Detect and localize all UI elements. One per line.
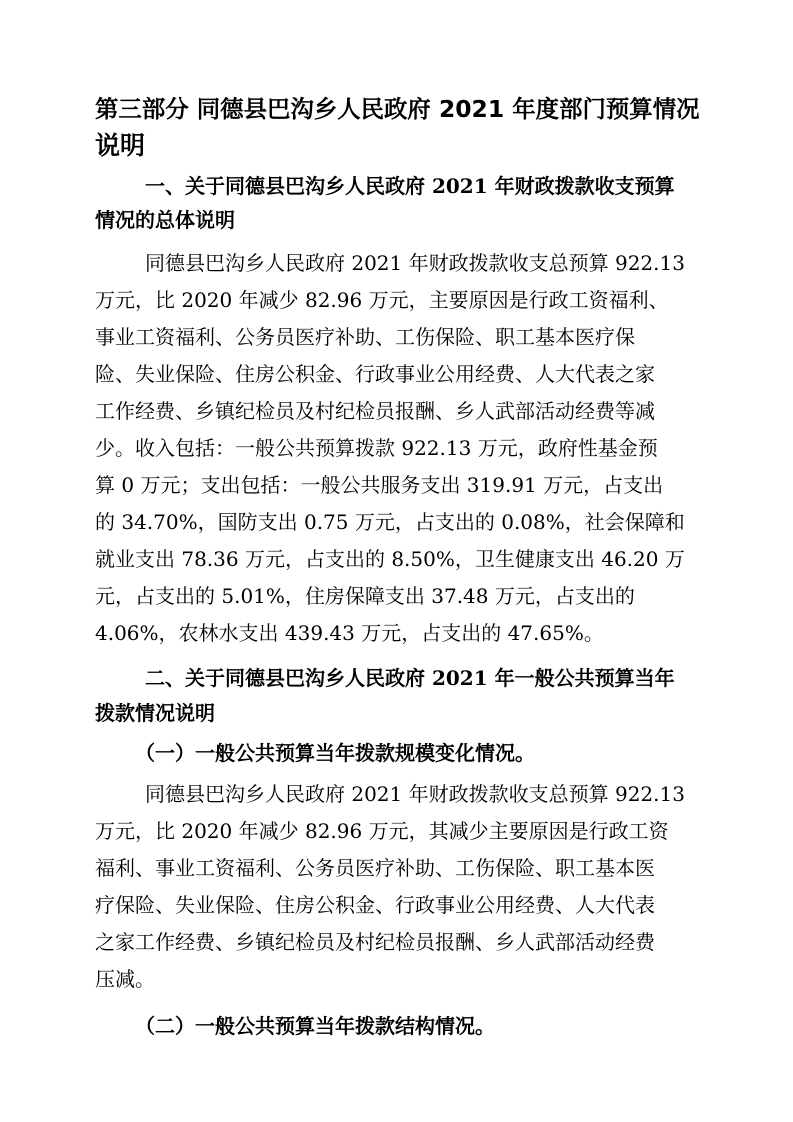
section1-para-line: 的 34.70%，国防支出 0.75 万元，占支出的 0.08%，社会保障和 <box>95 510 685 534</box>
document-title-line-1: 第三部分 同德县巴沟乡人民政府 2021 年度部门预算情况 <box>95 95 700 123</box>
section1-para-line: 事业工资福利、公务员医疗补助、工伤保险、职工基本医疗保 <box>95 325 635 349</box>
section1-para-line: 就业支出 78.36 万元，占支出的 8.50%，卫生健康支出 46.20 万 <box>95 547 685 571</box>
subsection1-para-line: 疗保险、失业保险、住房公积金、行政事业公用经费、人大代表 <box>95 893 655 917</box>
subsection1-para-line: 压减。 <box>95 967 155 991</box>
section1-para-line: 4.06%，农林水支出 439.43 万元，占支出的 47.65%。 <box>95 621 604 645</box>
subsection2-heading: （二）一般公共预算当年拨款结构情况。 <box>135 1014 495 1038</box>
section1-para-line: 算 0 万元；支出包括：一般公共服务支出 319.91 万元，占支出 <box>95 473 664 497</box>
document-title-line-2: 说明 <box>95 131 146 160</box>
subsection1-para-line: 之家工作经费、乡镇纪检员及村纪检员报酬、乡人武部活动经费 <box>95 930 655 954</box>
section2-heading-line-1: 二、关于同德县巴沟乡人民政府 2021 年一般公共预算当年 <box>145 666 675 690</box>
section1-para-line: 元，占支出的 5.01%，住房保障支出 37.48 万元，占支出的 <box>95 584 635 608</box>
section1-para-line: 同德县巴沟乡人民政府 2021 年财政拨款收支总预算 922.13 <box>145 251 685 275</box>
section1-para-line: 万元，比 2020 年减少 82.96 万元，主要原因是行政工资福利、 <box>95 288 669 312</box>
section1-para-line: 险、失业保险、住房公积金、行政事业公用经费、人大代表之家 <box>95 362 655 386</box>
subsection1-para-line: 万元，比 2020 年减少 82.96 万元，其减少主要原因是行政工资 <box>95 819 669 843</box>
section1-heading-line-2: 情况的总体说明 <box>95 208 235 232</box>
subsection1-para-line: 福利、事业工资福利、公务员医疗补助、工伤保险、职工基本医 <box>95 856 655 880</box>
section1-para-line: 少。收入包括：一般公共预算拨款 922.13 万元，政府性基金预 <box>95 436 658 460</box>
subsection1-heading: （一）一般公共预算当年拨款规模变化情况。 <box>135 741 535 765</box>
section2-heading-line-2: 拨款情况说明 <box>95 701 215 725</box>
section1-heading-line-1: 一、关于同德县巴沟乡人民政府 2021 年财政拨款收支预算 <box>145 174 675 198</box>
subsection1-para-line: 同德县巴沟乡人民政府 2021 年财政拨款收支总预算 922.13 <box>145 782 685 806</box>
section1-para-line: 工作经费、乡镇纪检员及村纪检员报酬、乡人武部活动经费等减 <box>95 399 655 423</box>
